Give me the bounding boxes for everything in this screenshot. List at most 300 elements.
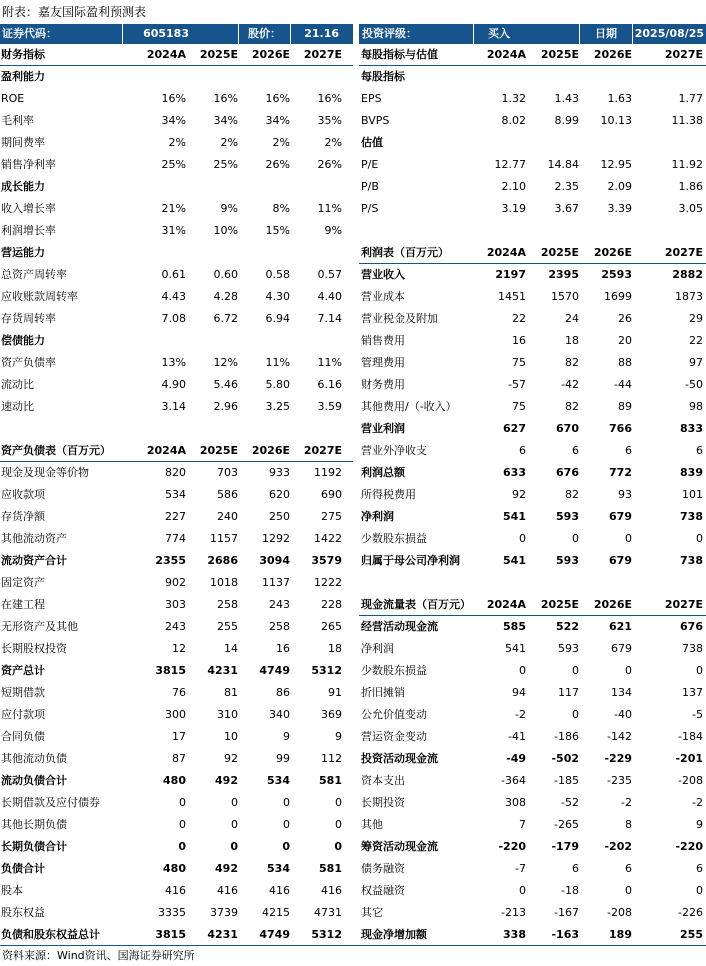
table-row — [353, 132, 706, 154]
cell-value: 310 — [217, 708, 238, 721]
table-row — [0, 88, 353, 110]
cell-value — [123, 330, 186, 352]
table-row — [0, 836, 353, 858]
table-row — [353, 726, 706, 748]
cell-value: 76 — [172, 686, 186, 699]
cell-value: 3579 — [311, 554, 342, 567]
table-row — [353, 374, 706, 396]
cell-value: 189 — [609, 928, 632, 941]
row-label: 净利润 — [361, 642, 394, 655]
table-row — [353, 792, 706, 814]
cell-value: -40 — [614, 708, 632, 721]
row-label: 归属于母公司净利润 — [361, 554, 460, 567]
cell-value: 12.95 — [600, 158, 632, 171]
table-header-row — [353, 44, 706, 66]
cell-value: 35% — [317, 114, 342, 127]
cell-value: -220 — [498, 840, 526, 853]
table-row — [0, 154, 353, 176]
row-label: 估值 — [361, 136, 383, 149]
cell-value — [473, 572, 526, 594]
cell-value — [238, 66, 290, 88]
cell-value: 2025E — [199, 444, 238, 457]
cell-value: 0 — [231, 818, 238, 831]
cell-value: 9% — [220, 202, 238, 215]
table-row — [0, 748, 353, 770]
cell-value: 480 — [163, 862, 186, 875]
cell-value: 0 — [696, 884, 703, 897]
cell-value: 4215 — [262, 906, 290, 919]
row-label: 每股指标与估值 — [361, 48, 438, 61]
cell-value: -167 — [554, 906, 579, 919]
cell-value: 2027E — [303, 444, 342, 457]
row-label: 营业成本 — [361, 290, 405, 303]
cell-value: 112 — [321, 752, 342, 765]
cell-value: 308 — [505, 796, 526, 809]
table-row — [353, 836, 706, 858]
row-label: 流动资产合计 — [1, 554, 67, 567]
table-row — [353, 110, 706, 132]
row-label: 其他费用/（-收入） — [361, 400, 457, 413]
table-row — [0, 880, 353, 902]
cell-value: 26 — [618, 312, 632, 325]
cell-value: 679 — [609, 510, 632, 523]
cell-value: 34% — [213, 114, 238, 127]
source-note: 资料来源：Wind资讯、国海证券研究所 — [0, 945, 706, 966]
cell-value: -185 — [554, 774, 579, 787]
cell-value: 0 — [231, 796, 238, 809]
row-label: 应付款项 — [1, 708, 45, 721]
table-row — [353, 352, 706, 374]
cell-value: 593 — [558, 642, 579, 655]
cell-value: 1570 — [551, 290, 579, 303]
cell-value: -213 — [501, 906, 526, 919]
table-row — [353, 814, 706, 836]
cell-value: 2% — [272, 136, 290, 149]
cell-value: 7.08 — [161, 312, 186, 325]
cell-value — [290, 66, 342, 88]
cell-value: 9 — [283, 730, 290, 743]
cell-value: 633 — [503, 466, 526, 479]
table-row — [353, 396, 706, 418]
cell-value — [123, 418, 186, 440]
row-label: 无形资产及其他 — [1, 620, 78, 633]
cell-value: 75 — [512, 356, 526, 369]
cell-value: -229 — [604, 752, 632, 765]
cell-value — [186, 176, 238, 198]
cell-value — [632, 132, 703, 154]
row-label: 债务融资 — [361, 862, 405, 875]
cell-value: 534 — [165, 488, 186, 501]
cell-value — [123, 242, 186, 264]
cell-value: 3.14 — [161, 400, 186, 413]
table-header-row — [0, 44, 353, 66]
cell-value — [290, 418, 342, 440]
table-row — [353, 902, 706, 924]
cell-value: 255 — [680, 928, 703, 941]
row-label: 营运资金变动 — [361, 730, 427, 743]
cell-value: 34% — [265, 114, 290, 127]
cell-value: 1.32 — [501, 92, 526, 105]
cell-value — [632, 572, 703, 594]
table-row — [0, 660, 353, 682]
cell-value — [526, 66, 579, 88]
cell-value: -208 — [678, 774, 703, 787]
cell-value: 416 — [269, 884, 290, 897]
cell-value: 2025E — [540, 598, 579, 611]
cell-value: 258 — [217, 598, 238, 611]
cell-value: 227 — [165, 510, 186, 523]
table-row — [0, 506, 353, 528]
cell-value: 0 — [283, 818, 290, 831]
row-label: 营业税金及附加 — [361, 312, 438, 325]
cell-value: 6 — [625, 862, 632, 875]
row-label: 现金净增加额 — [361, 928, 427, 941]
cell-value: 240 — [217, 510, 238, 523]
cell-value: 1.86 — [678, 180, 703, 193]
cell-value: -186 — [554, 730, 579, 743]
row-label: 营业外净收支 — [361, 444, 427, 457]
cell-value — [579, 220, 632, 242]
cell-value: -44 — [614, 378, 632, 391]
row-label: 长期投资 — [361, 796, 405, 809]
cell-value: 255 — [217, 620, 238, 633]
cell-value: 3815 — [155, 664, 186, 677]
cell-value: 522 — [556, 620, 579, 633]
table-row — [353, 308, 706, 330]
table-row — [0, 484, 353, 506]
row-label: 资产负债率 — [1, 356, 56, 369]
cell-value: 10% — [213, 224, 238, 237]
table-row — [353, 880, 706, 902]
cell-value: 0 — [178, 840, 186, 853]
cell-value: 1699 — [604, 290, 632, 303]
row-label: 营运能力 — [1, 246, 45, 259]
row-label: 营业收入 — [361, 268, 405, 281]
row-label: 财务指标 — [1, 48, 45, 61]
cell-value: 586 — [217, 488, 238, 501]
cell-value: 18 — [565, 334, 579, 347]
cell-value: 5312 — [311, 664, 342, 677]
cell-value: 6 — [696, 862, 703, 875]
table-row — [353, 198, 706, 220]
table-row — [353, 660, 706, 682]
cell-value: 2.35 — [554, 180, 579, 193]
cell-value: 3.39 — [607, 202, 632, 215]
table-row — [0, 462, 353, 484]
row-label: 其他流动负债 — [1, 752, 67, 765]
table-row — [353, 176, 706, 198]
table-row — [353, 330, 706, 352]
cell-value: 1.63 — [607, 92, 632, 105]
cell-value: 16% — [265, 92, 290, 105]
cell-value: 82 — [565, 400, 579, 413]
cell-value: 0 — [572, 708, 579, 721]
cell-value: 258 — [269, 620, 290, 633]
cell-value: 4231 — [207, 928, 238, 941]
divider — [238, 24, 239, 44]
cell-value: 10 — [224, 730, 238, 743]
cell-value: 8.02 — [501, 114, 526, 127]
cell-value: -235 — [607, 774, 632, 787]
cell-value: 300 — [165, 708, 186, 721]
right-tables — [353, 44, 706, 946]
table-header-row — [353, 242, 706, 264]
cell-value: 2.09 — [607, 180, 632, 193]
row-label: 现金流量表（百万元） — [361, 598, 471, 611]
cell-value: 1.77 — [678, 92, 703, 105]
cell-value: 2355 — [155, 554, 186, 567]
cell-value: 6 — [696, 444, 703, 457]
cell-value: 13% — [161, 356, 186, 369]
cell-value: 4.30 — [265, 290, 290, 303]
cell-value: 250 — [269, 510, 290, 523]
cell-value: 534 — [267, 862, 290, 875]
row-label: 存货净额 — [1, 510, 45, 523]
cell-value: 18 — [328, 642, 342, 655]
cell-value — [186, 66, 238, 88]
cell-value: 7 — [519, 818, 526, 831]
cell-value: 12 — [172, 642, 186, 655]
row-label: 长期借款及应付债券 — [1, 796, 100, 809]
cell-value: 902 — [165, 576, 186, 589]
cell-value: -2 — [515, 708, 526, 721]
cell-value: 621 — [609, 620, 632, 633]
row-label: 长期负债合计 — [1, 840, 67, 853]
cell-value: 1873 — [675, 290, 703, 303]
cell-value: -57 — [508, 378, 526, 391]
cell-value: 670 — [556, 422, 579, 435]
cell-value: 0.58 — [265, 268, 290, 281]
cell-value: 22 — [689, 334, 703, 347]
cell-value: 6 — [625, 444, 632, 457]
cell-value: 243 — [165, 620, 186, 633]
cell-value: 99 — [276, 752, 290, 765]
cell-value — [526, 220, 579, 242]
row-label: 在建工程 — [1, 598, 45, 611]
cell-value: 541 — [503, 554, 526, 567]
cell-value: 4.28 — [213, 290, 238, 303]
cell-value: 8% — [272, 202, 290, 215]
cell-value: 676 — [556, 466, 579, 479]
cell-value: 265 — [321, 620, 342, 633]
cell-value: 0 — [519, 884, 526, 897]
cell-value — [290, 242, 342, 264]
cell-value: 2026E — [593, 48, 632, 61]
cell-value: 0.57 — [317, 268, 342, 281]
cell-value: -2 — [692, 796, 703, 809]
cell-value: 3815 — [155, 928, 186, 941]
table-header-row — [0, 440, 353, 462]
divider — [353, 24, 359, 44]
cell-value: 2882 — [672, 268, 703, 281]
cell-value — [186, 242, 238, 264]
cell-value: -220 — [675, 840, 703, 853]
row-label: 净利润 — [361, 510, 394, 523]
row-label: P/E — [361, 158, 379, 171]
cell-value: 581 — [319, 774, 342, 787]
row-label: 管理费用 — [361, 356, 405, 369]
cell-value: 593 — [556, 510, 579, 523]
table-row — [353, 704, 706, 726]
table-row — [353, 616, 706, 638]
cell-value: 243 — [269, 598, 290, 611]
cell-value: 21% — [161, 202, 186, 215]
cell-value: -2 — [621, 796, 632, 809]
cell-value: 89 — [618, 400, 632, 413]
cell-value: 22 — [512, 312, 526, 325]
row-label: 筹资活动现金流 — [361, 840, 438, 853]
cell-value: 833 — [680, 422, 703, 435]
cell-value: 0 — [335, 818, 342, 831]
cell-value: 14.84 — [547, 158, 579, 171]
cell-value: 766 — [609, 422, 632, 435]
cell-value: 0 — [283, 796, 290, 809]
table-caption: 附表：嘉友国际盈利预测表 — [2, 5, 147, 19]
row-label — [360, 572, 361, 594]
table-row — [353, 528, 706, 550]
row-label: 资产负债表（百万元） — [1, 444, 111, 457]
cell-value — [238, 176, 290, 198]
cell-value: 12.77 — [494, 158, 526, 171]
cell-value: 82 — [565, 488, 579, 501]
cell-value: 9 — [335, 730, 342, 743]
cell-value: 101 — [682, 488, 703, 501]
cell-value: 0.60 — [213, 268, 238, 281]
date-label: 日期 — [595, 27, 617, 40]
cell-value: 0.61 — [161, 268, 186, 281]
cell-value: 690 — [321, 488, 342, 501]
row-label: 少数股东损益 — [361, 664, 427, 677]
cell-value: 4231 — [207, 664, 238, 677]
cell-value: 16% — [213, 92, 238, 105]
cell-value — [238, 242, 290, 264]
row-label: 权益融资 — [361, 884, 405, 897]
cell-value: 2027E — [664, 246, 703, 259]
cell-value: 0 — [334, 840, 342, 853]
cell-value: 4.90 — [161, 378, 186, 391]
cell-value: 738 — [682, 642, 703, 655]
row-label: 少数股东损益 — [361, 532, 427, 545]
row-label: 合同负债 — [1, 730, 45, 743]
cell-value — [526, 132, 579, 154]
row-label: 存货周转率 — [1, 312, 56, 325]
cell-value: 0 — [625, 664, 632, 677]
cell-value — [238, 418, 290, 440]
cell-value: 6 — [572, 862, 579, 875]
row-label: 折旧摊销 — [361, 686, 405, 699]
cell-value — [238, 330, 290, 352]
row-label: 营业利润 — [361, 422, 405, 435]
cell-value: 1137 — [262, 576, 290, 589]
table-row — [0, 286, 353, 308]
cell-value: 16% — [317, 92, 342, 105]
table-row — [0, 792, 353, 814]
cell-value: 3335 — [158, 906, 186, 919]
table-row — [0, 110, 353, 132]
cell-value: 933 — [269, 466, 290, 479]
cell-value: 94 — [512, 686, 526, 699]
cell-value: 3.05 — [678, 202, 703, 215]
table-row — [0, 572, 353, 594]
cell-value: -163 — [551, 928, 579, 941]
cell-value: 6 — [519, 444, 526, 457]
cell-value — [473, 132, 526, 154]
table-row — [0, 682, 353, 704]
cell-value: 2024A — [486, 246, 526, 259]
cell-value: 2026E — [251, 48, 290, 61]
cell-value: 340 — [269, 708, 290, 721]
table-row — [0, 352, 353, 374]
cell-value: 16 — [512, 334, 526, 347]
row-label: 经营活动现金流 — [361, 620, 438, 633]
cell-value: 2025E — [540, 48, 579, 61]
cell-value: -202 — [604, 840, 632, 853]
row-label: 期间费率 — [1, 136, 45, 149]
cell-value: 3.25 — [265, 400, 290, 413]
cell-value: 11% — [317, 202, 342, 215]
row-label: 销售费用 — [361, 334, 405, 347]
cell-value: -49 — [506, 752, 526, 765]
cell-value: 6.72 — [213, 312, 238, 325]
cell-value: 0 — [230, 840, 238, 853]
cell-value: 0 — [625, 532, 632, 545]
divider — [473, 24, 474, 44]
cell-value: 98 — [689, 400, 703, 413]
cell-value: 0 — [519, 664, 526, 677]
cell-value: 480 — [163, 774, 186, 787]
cell-value — [473, 220, 526, 242]
cell-value: 2024A — [146, 48, 186, 61]
cell-value: 1292 — [262, 532, 290, 545]
table-row — [353, 440, 706, 462]
cell-value: -7 — [515, 862, 526, 875]
table-row — [0, 418, 353, 440]
cell-value: 541 — [505, 642, 526, 655]
cell-value: 0 — [696, 664, 703, 677]
cell-value: -5 — [692, 708, 703, 721]
cell-value: -226 — [678, 906, 703, 919]
cell-value: 6 — [572, 444, 579, 457]
row-label: 盈利能力 — [1, 70, 45, 83]
cell-value: 17 — [172, 730, 186, 743]
row-label: BVPS — [361, 114, 390, 127]
cell-value — [473, 66, 526, 88]
row-label: 资本支出 — [361, 774, 405, 787]
report-date: 2025/08/25 — [634, 27, 704, 40]
row-label: 股东权益 — [1, 906, 45, 919]
cell-value: 820 — [165, 466, 186, 479]
cell-value: 24 — [565, 312, 579, 325]
row-label: 其它 — [361, 906, 383, 919]
table-row — [0, 902, 353, 924]
cell-value: 91 — [328, 686, 342, 699]
table-row — [0, 330, 353, 352]
cell-value: 2686 — [207, 554, 238, 567]
cell-value: 2027E — [664, 48, 703, 61]
cell-value — [579, 132, 632, 154]
row-label: 销售净利率 — [1, 158, 56, 171]
cell-value: 11% — [265, 356, 290, 369]
cell-value: 2026E — [251, 444, 290, 457]
cell-value: 1451 — [498, 290, 526, 303]
cell-value: 0 — [282, 840, 290, 853]
cell-value: 2026E — [593, 598, 632, 611]
cell-value: 7.14 — [317, 312, 342, 325]
row-label: 收入增长率 — [1, 202, 56, 215]
table-row — [0, 132, 353, 154]
stock-info-bar — [0, 24, 706, 44]
cell-value: 2024A — [146, 444, 186, 457]
